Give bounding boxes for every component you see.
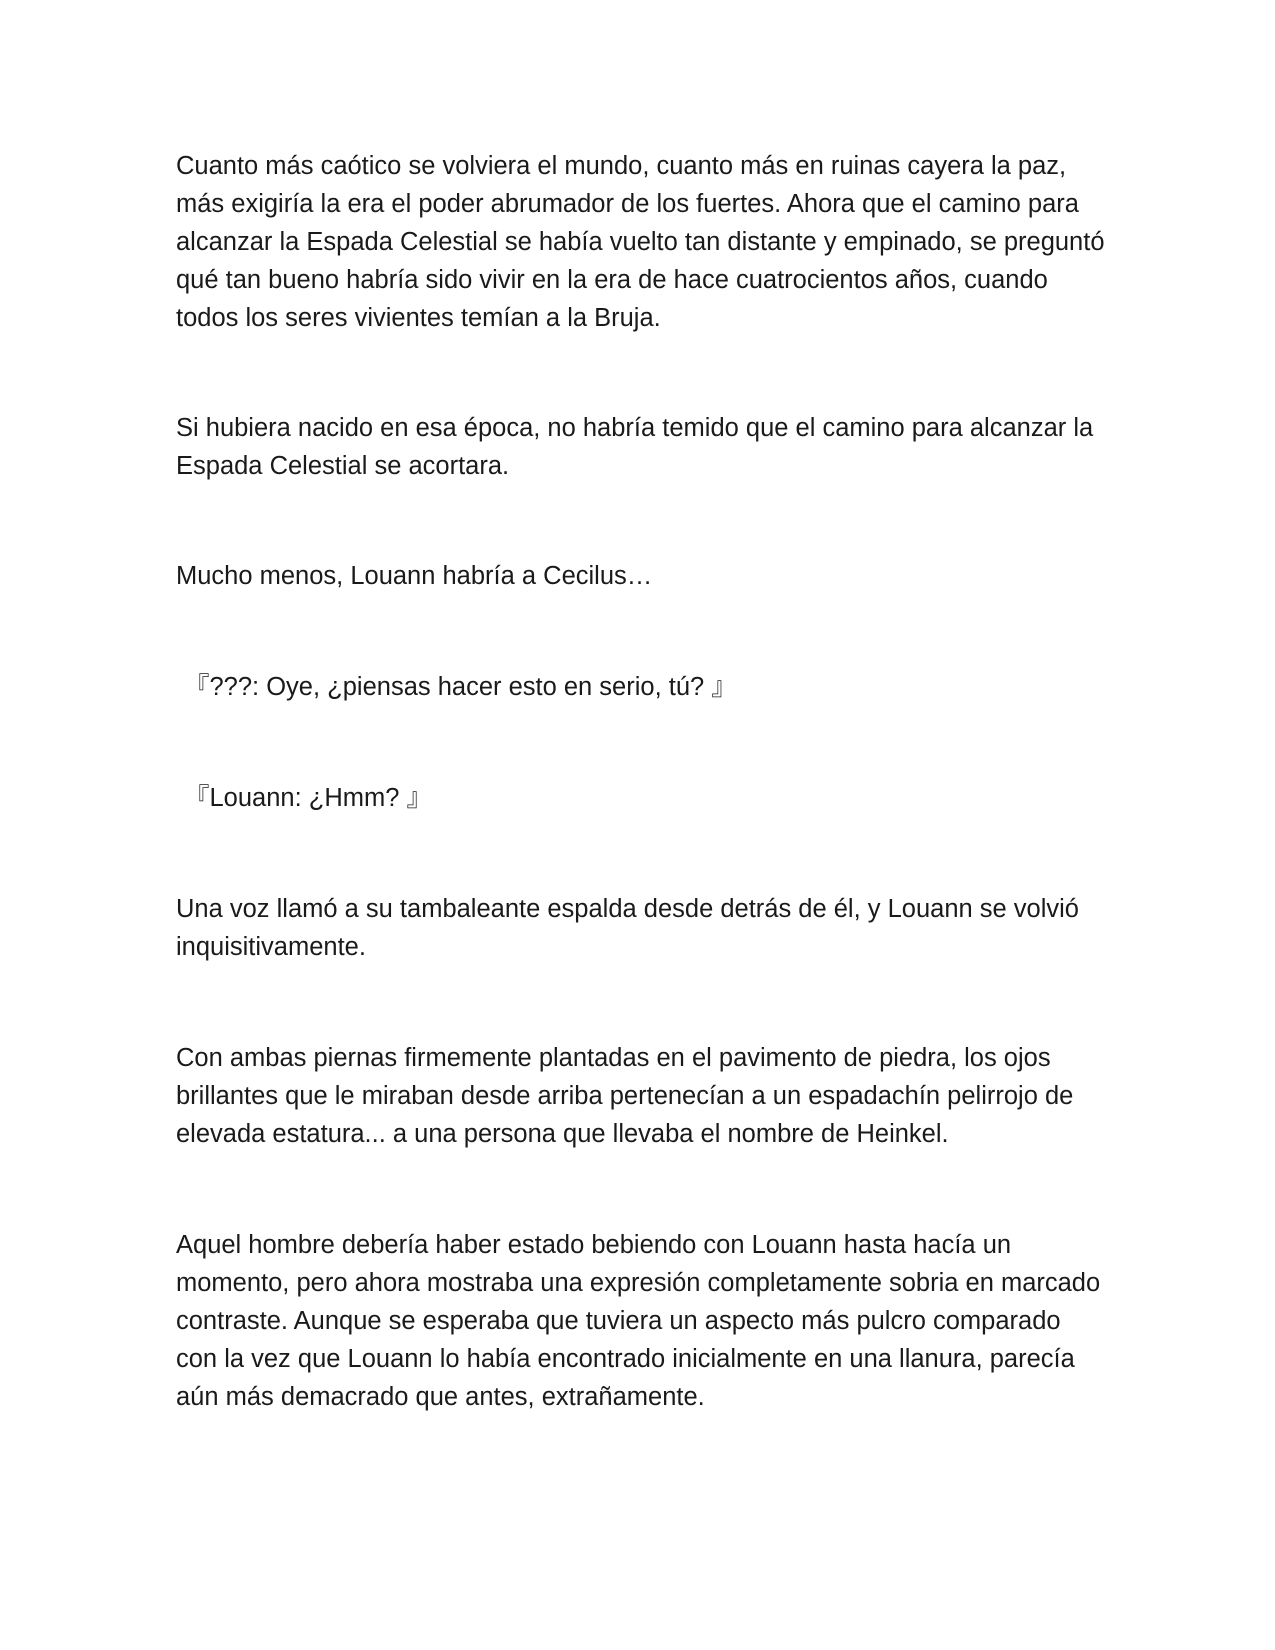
dialogue-line: 『???: Oye, ¿piensas hacer esto en serio, tú? 』	[184, 673, 737, 701]
paragraph-narration: Una voz llamó a su tambaleante espalda desde detrás de él, y Louann se volvió inquisitivamente.	[176, 895, 1079, 961]
dialogue-line: 『Louann: ¿Hmm? 』	[184, 784, 433, 812]
paragraph-narration: Cuanto más caótico se volviera el mundo, cuanto más en ruinas cayera la paz, más exigiría la era el poder abrumador de los fuertes. Ahora que el camino para alcanzar la Espada Celestial se había vuelto tan distante y empinado, se preguntó qué tan bueno habría sido vivir en la era de hace cuatrocientos años, cuando todos los seres vivientes temían a la Bruja.	[176, 152, 1105, 332]
paragraph-narration: Mucho menos, Louann habría a Cecilus…	[176, 562, 653, 590]
paragraph-narration: Si hubiera nacido en esa época, no habría temido que el camino para alcanzar la Espada Celestial se acortara.	[176, 414, 1094, 480]
paragraph-narration: Con ambas piernas firmemente plantadas en el pavimento de piedra, los ojos brillantes que le miraban desde arriba pertenecían a un espadachín pelirrojo de elevada estatura... a una persona que llevaba el nombre de Heinkel.	[176, 1044, 1074, 1148]
paragraph-narration: Aquel hombre debería haber estado bebiendo con Louann hasta hacía un momento, pero ahora mostraba una expresión completamente sobria en marcado contraste. Aunque se esperaba que tuviera un aspecto más pulcro comparado con la vez que Louann lo había encontrado inicialmente en una llanura, parecía aún más demacrado que antes, extrañamente.	[176, 1231, 1101, 1411]
